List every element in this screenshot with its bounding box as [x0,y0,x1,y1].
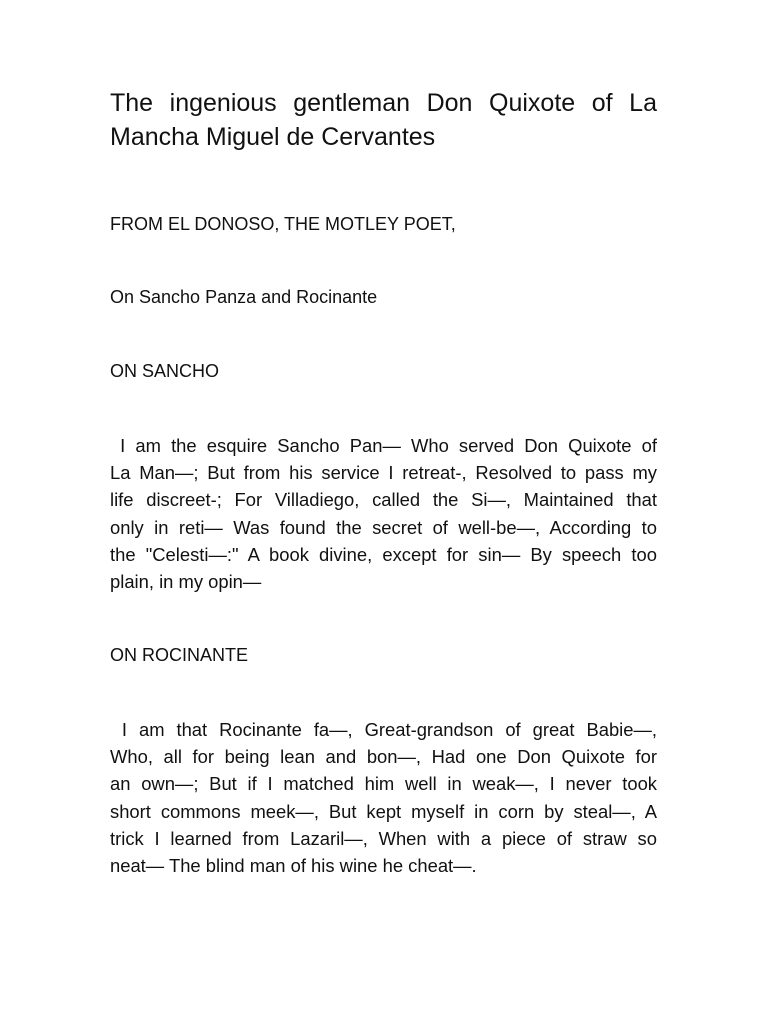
poem-line: short commons meek—, But kept myself in corn by steal—, A [110,800,657,822]
poem-line: life discreet-; For Villadiego, called the Si—, Maintained that [110,489,657,511]
poem-sancho [110,432,657,595]
title-line: The ingenious gentleman Don Quixote of La [110,89,657,117]
poem-line: trick I learned from Lazaril—, When with a piece of straw so [110,827,657,849]
poem-line: only in reti— Was found the secret of well-be—, According to [110,516,657,538]
subject-heading: On Sancho Panza and Rocinante [110,287,378,307]
poem-line: neat— The blind man of his wine he cheat—. [110,855,477,877]
section-heading-sancho: ON SANCHO [110,361,220,381]
poem-line: I am the esquire Sancho Pan— Who served Don Quixote of [110,435,657,456]
section-heading-rocinante: ON ROCINANTE [110,645,249,665]
poem-rocinante [110,716,657,879]
poem-line: plain, in my opin— [110,571,262,593]
poem-line: the "Celesti—:" A book divine, except for sin— By speech too [110,543,657,565]
document-title [110,86,657,154]
poem-line: Who, all for being lean and bon—, Had one Don Quixote for [110,746,657,768]
poem-line: an own—; But if I matched him well in weak—, I never took [110,773,657,795]
poem-line: I am that Rocinante fa—, Great-grandson of great Babie—, [110,719,657,740]
dedication-heading: FROM EL DONOSO, THE MOTLEY POET, [110,214,456,234]
poem-line: La Man—; But from his service I retreat-, Resolved to pass my [110,462,657,484]
title-line: Mancha Miguel de Cervantes [110,123,436,151]
